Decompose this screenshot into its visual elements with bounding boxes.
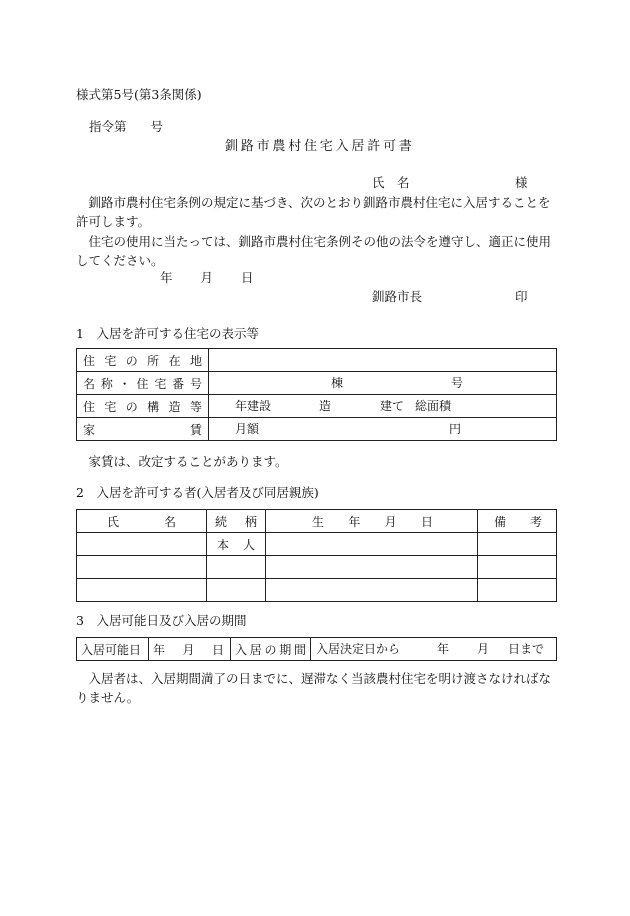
date-day-label: 日 [241, 270, 254, 285]
row-label-rent [77, 421, 208, 438]
label-char: 構 [147, 399, 160, 414]
label-char: 号 [189, 376, 202, 391]
label-char: 家 [83, 422, 96, 437]
seal-mark: 印 [515, 289, 528, 304]
remarks-cell[interactable] [478, 533, 557, 556]
table-row [77, 395, 557, 418]
period-label [231, 641, 310, 658]
table-row [77, 533, 557, 556]
label-char: 名 [83, 376, 96, 391]
residents-table [76, 509, 557, 602]
period-year-unit: 年 [437, 642, 450, 656]
label-char: 入 [235, 642, 248, 657]
room-number-unit: 号 [451, 376, 464, 390]
reference-suffix: 号 [150, 119, 164, 134]
label-char: 本 [217, 537, 230, 552]
total-area-label: 総面積 [415, 399, 452, 413]
built-year-unit: 年建設 [235, 399, 272, 413]
label-char: 在 [168, 353, 181, 368]
header-relation [207, 513, 265, 530]
form-code: 様式第5号(第3条関係) [76, 87, 202, 102]
date-year-label: 年 [160, 270, 173, 285]
name-cell[interactable] [77, 556, 207, 579]
rent-revision-note: 家賃は、改定することがあります。 [76, 454, 288, 469]
label-char: 住 [136, 376, 149, 391]
location-value-cell[interactable] [209, 349, 557, 372]
label-char: 宅 [104, 353, 117, 368]
label-char: 柄 [244, 514, 257, 529]
table-row [77, 638, 557, 661]
row-label-structure [77, 398, 208, 415]
label-char: 名 [163, 514, 176, 529]
table-row [77, 349, 557, 372]
header-remarks [478, 513, 556, 530]
label-char: 居 [249, 642, 262, 657]
header-birthdate: 生 年 月 日 [312, 514, 433, 529]
yen-unit: 円 [449, 422, 462, 436]
name-cell[interactable] [77, 579, 207, 602]
relation-cell[interactable] [207, 579, 266, 602]
label-char: 番 [172, 376, 185, 391]
occupancy-period-table [76, 637, 557, 661]
name-number-value-cell[interactable] [209, 372, 557, 395]
row-label-name-number [77, 375, 208, 392]
name-cell[interactable] [77, 533, 207, 556]
label-char: 造 [168, 399, 181, 414]
label-char: の [125, 353, 138, 368]
section1-heading: 1 入居を許可する住宅の表示等 [76, 326, 259, 341]
reference-prefix: 指令第 [89, 119, 127, 134]
birthdate-cell[interactable] [266, 579, 478, 602]
vacate-notice: 入居者は、入居期間満了の日までに、遅滞なく当該農村住宅を明け渡さなければなりません。 [76, 671, 552, 705]
usage-paragraph: 住宅の使用に当たっては、釧路市農村住宅条例その他の法令を遵守し、適正に使用してください。 [76, 234, 552, 268]
label-char: 賃 [189, 422, 202, 437]
construction-type-unit: 造 [319, 399, 332, 413]
table-row [77, 556, 557, 579]
birthdate-cell[interactable] [266, 556, 478, 579]
issue-date [160, 272, 254, 285]
section3-heading: 3 入居可能日及び入居の期間 [76, 613, 247, 628]
label-char: 間 [293, 642, 306, 657]
label-char: の [264, 642, 277, 657]
remarks-cell[interactable] [478, 579, 557, 602]
monthly-label: 月額 [235, 422, 260, 436]
label-char: 続 [215, 514, 228, 529]
label-char: 等 [189, 399, 202, 414]
label-char: 宅 [154, 376, 167, 391]
floors-unit: 建て [380, 399, 405, 413]
issuer-name: 釧路市長 [372, 289, 423, 304]
building-unit: 棟 [331, 376, 344, 390]
period-start-text: 入居決定日から [316, 642, 401, 656]
table-row [77, 372, 557, 395]
date-month-label: 月 [200, 270, 214, 285]
label-char: の [125, 399, 138, 414]
table-header-row [77, 510, 557, 533]
document-title: 釧路市農村住宅入居許可書 [225, 139, 415, 154]
available-date-label: 入居可能日 [81, 642, 142, 657]
period-month-unit: 月 [477, 642, 490, 656]
label-char: 氏 [107, 514, 120, 529]
table-row [77, 418, 557, 441]
period-cell[interactable] [311, 638, 557, 661]
label-char: ・ [118, 376, 131, 391]
table-row [77, 579, 557, 602]
label-char: 備 [494, 514, 507, 529]
label-char: 考 [529, 514, 542, 529]
label-char: 地 [189, 353, 202, 368]
label-char: 住 [83, 353, 96, 368]
relation-cell[interactable] [207, 556, 266, 579]
rent-value-cell[interactable] [209, 418, 557, 441]
label-char: 称 [100, 376, 113, 391]
label-char: 人 [242, 537, 255, 552]
relation-self [207, 536, 265, 553]
available-date-cell[interactable]: 年 月 日 [149, 638, 231, 661]
recipient-honorific: 様 [515, 175, 528, 190]
structure-value-cell[interactable] [209, 395, 557, 418]
header-name [77, 513, 206, 530]
permission-paragraph: 釧路市農村住宅条例の規定に基づき、次のとおり釧路市農村住宅に入居することを許可します。 [76, 195, 551, 229]
housing-details-table [76, 348, 557, 441]
label-char: 所 [147, 353, 160, 368]
period-end-text: 日まで [508, 642, 545, 656]
remarks-cell[interactable] [478, 556, 557, 579]
label-char: 宅 [104, 399, 117, 414]
reference-number [89, 121, 163, 134]
section2-heading: 2 入居を許可する者(入居者及び同居親族) [76, 485, 319, 500]
label-char: 期 [279, 642, 292, 657]
birthdate-cell[interactable] [266, 533, 478, 556]
label-char: 住 [83, 399, 96, 414]
row-label-location [77, 352, 208, 369]
recipient-name-label: 氏 名 [372, 175, 410, 190]
